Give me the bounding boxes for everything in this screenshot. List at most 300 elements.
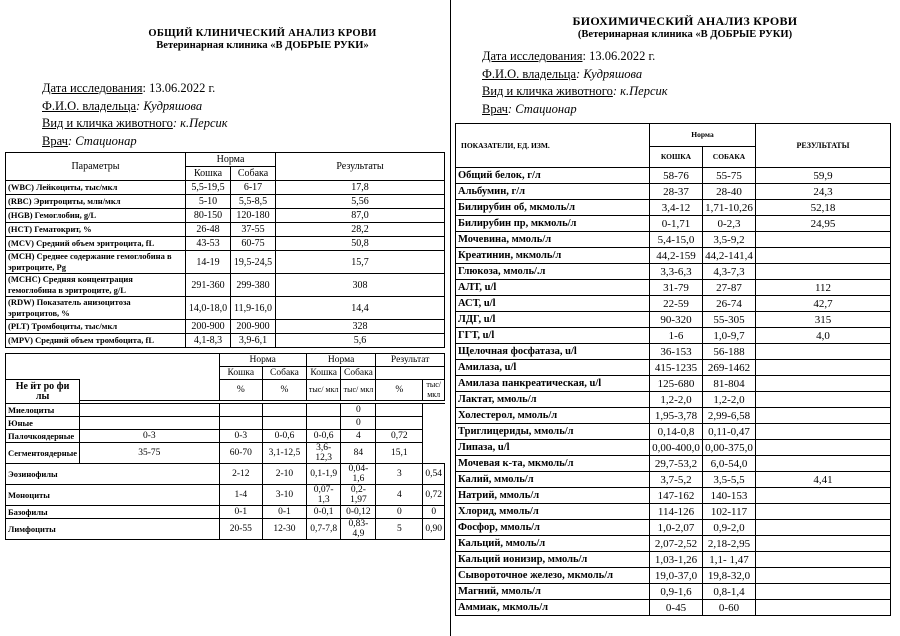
table-row [456,168,891,184]
result-value [756,440,891,456]
norm-dog: 0,8-1,4 [703,584,756,600]
table-row [6,195,445,209]
result-value: 42,7 [756,296,891,312]
param-name: Фосфор, ммоль/л [456,520,650,536]
norm-cat: 1,2-2,0 [650,392,703,408]
table-row [456,344,891,360]
norm-dog: 1,71-10,26 [703,200,756,216]
cell-name: Сегментоядерные [6,443,80,464]
result-value: 50,8 [276,237,445,251]
table-row [456,200,891,216]
norm-dog-pct: 60-70 [219,443,263,464]
date-value: : 13.06.2022 г. [142,81,216,95]
table-row [6,404,445,417]
table-row [456,488,891,504]
result-value [756,392,891,408]
table-row [456,568,891,584]
result-value: 14,4 [276,297,445,320]
norm-dog: 28-40 [703,184,756,200]
norm-dog: 0,11-0,47 [703,424,756,440]
norm-cat-pct: 0-3 [80,430,219,443]
norm-cat: 3,4-12 [650,200,703,216]
param-name: (MCV) Средний объем эритроцита, fL [6,237,186,251]
norm-cat: 4,1-8,3 [186,334,231,348]
bio-col-params: ПОКАЗАТЕЛИ, ЕД. ИЗМ. [456,124,650,168]
norm-dog: 0,9-2,0 [703,520,756,536]
wbc-table [5,353,445,540]
owner-label: Ф.И.О. владельца [42,98,137,113]
norm-cat: 1,03-1,26 [650,552,703,568]
cell-name: Моноциты [6,485,220,506]
result-value: 5,56 [276,195,445,209]
cell-name: Эозинофилы [6,464,220,485]
result-value: 112 [756,280,891,296]
param-name: Общий белок, г/л [456,168,650,184]
norm-cat: 1-6 [650,328,703,344]
norm-cat: 58-76 [650,168,703,184]
norm-cat: 147-162 [650,488,703,504]
doctor-label: Врач [42,133,68,148]
result-value [756,488,891,504]
norm-dog-pct: 3-10 [263,485,307,506]
norm-cat-pct: 2-12 [219,464,263,485]
param-name: Альбумин, г/л [456,184,650,200]
wbc-dog1: Собака [263,367,307,380]
norm-dog-abs [306,417,341,430]
norm-cat-abs: 3,1-12,5 [263,443,307,464]
col-norm: Норма [186,153,276,167]
norm-cat: 200-900 [186,320,231,334]
norm-cat-abs [263,417,307,430]
table-row [456,216,891,232]
param-name: АЛТ, u/l [456,280,650,296]
param-name: (WBC) Лейкоциты, тыс/мкл [6,181,186,195]
result-value [756,376,891,392]
norm-dog: 19,5-24,5 [231,251,276,274]
norm-dog-abs: 0,04-1,6 [341,464,376,485]
param-name: Калий, ммоль/л [456,472,650,488]
bio-col-cat: КОШКА [650,147,703,168]
norm-cat: 31-79 [650,280,703,296]
norm-cat: 0,00-400,0 [650,440,703,456]
result-abs: 0,72 [376,430,423,443]
param-name: ГГТ, u/l [456,328,650,344]
result-value [756,520,891,536]
norm-dog-pct: 2-10 [263,464,307,485]
table-row [6,181,445,195]
wbc-pct1: % [219,380,263,401]
bio-doctor-label: Врач [482,101,508,116]
norm-cat: 0-45 [650,600,703,616]
bio-owner-value: : Кудряшова [576,66,643,81]
param-name: Кальций ионизир, ммоль/л [456,552,650,568]
norm-cat: 36-153 [650,344,703,360]
bio-clinic: (Ветеринарная клиника «В ДОБРЫЕ РУКИ) [577,28,793,40]
result-abs [376,404,423,417]
result-value: 59,9 [756,168,891,184]
norm-dog-abs: 0,83-4,9 [341,519,376,540]
table-row [456,552,891,568]
table-row [456,328,891,344]
table-row [456,424,891,440]
norm-dog: 56-188 [703,344,756,360]
table-row [6,519,445,540]
param-name: Глюкоза, ммоль/.л [456,264,650,280]
norm-cat-abs: 0-0,1 [306,506,341,519]
bio-info [482,48,668,118]
norm-dog: 1,1- 1,47 [703,552,756,568]
norm-dog-abs: 3,6-12,3 [306,443,341,464]
param-name: Билирубин пр, мкмоль/л [456,216,650,232]
result-value: 52,18 [756,200,891,216]
norm-dog: 3,9-6,1 [231,334,276,348]
table-row [6,297,445,320]
norm-cat-pct: 20-55 [219,519,263,540]
param-name: Амилаза, u/l [456,360,650,376]
wbc-dog2: Собака [341,367,376,380]
cell-name: Лимфоциты [6,519,220,540]
norm-dog-pct [219,404,263,417]
table-row [456,536,891,552]
norm-cat: 80-150 [186,209,231,223]
norm-dog: 55-305 [703,312,756,328]
result-abs: 0,72 [423,485,445,506]
result-pct: 3 [376,464,423,485]
table-row [456,376,891,392]
param-name: (MPV) Средний объем тромбоцита, fL [6,334,186,348]
wbc-cat1: Кошка [219,367,263,380]
wbc-result: Результат [376,354,445,367]
result-value: 28,2 [276,223,445,237]
table-row [456,280,891,296]
result-value: 4,41 [756,472,891,488]
param-name: (RDW) Показатель анизоцитоза эритроцитов, % [6,297,186,320]
bio-date-label: Дата исследования [482,49,583,63]
norm-dog-pct [219,417,263,430]
norm-cat: 1,0-2,07 [650,520,703,536]
table-row [6,251,445,274]
norm-dog: 3,5-5,5 [703,472,756,488]
table-row [6,443,445,464]
result-value [756,536,891,552]
result-pct: 4 [376,485,423,506]
norm-dog-abs: 0-0,6 [306,430,341,443]
result-value: 4,0 [756,328,891,344]
norm-cat: 43-53 [186,237,231,251]
norm-dog: 44,2-141,4 [703,248,756,264]
norm-cat: 5,4-15,0 [650,232,703,248]
norm-dog: 102-117 [703,504,756,520]
norm-cat-abs: 0,07-1,3 [306,485,341,506]
result-value [756,504,891,520]
norm-cat: 5-10 [186,195,231,209]
norm-cat: 114-126 [650,504,703,520]
bio-owner-label: Ф.И.О. владельца [482,66,577,81]
result-value [756,552,891,568]
norm-dog: 55-75 [703,168,756,184]
result-value: 315 [756,312,891,328]
norm-cat: 3,3-6,3 [650,264,703,280]
page-divider [450,0,451,636]
param-name: Кальций, ммоль/л [456,536,650,552]
result-value: 15,7 [276,251,445,274]
norm-cat-pct: 35-75 [80,443,219,464]
table-row [456,392,891,408]
norm-dog-pct: 12-30 [263,519,307,540]
norm-dog: 6-17 [231,181,276,195]
table-row [6,464,445,485]
norm-cat-pct: 1-4 [219,485,263,506]
norm-cat-pct: 0-1 [219,506,263,519]
table-row [456,504,891,520]
norm-dog: 27-87 [703,280,756,296]
wbc-cat2: Кошка [306,367,341,380]
norm-cat: 5,5-19,5 [186,181,231,195]
norm-cat: 1,95-3,78 [650,408,703,424]
col-params: Параметры [6,153,186,181]
wbc-pct2: % [263,380,307,401]
norm-dog: 37-55 [231,223,276,237]
col-cat: Кошка [186,167,231,181]
norm-dog: 200-900 [231,320,276,334]
norm-dog: 0-2,3 [703,216,756,232]
result-value [756,344,891,360]
result-value [756,456,891,472]
result-value [756,424,891,440]
table-row [6,417,445,430]
norm-dog: 26-74 [703,296,756,312]
cell-name: Миелоциты [6,404,80,417]
table-row [456,584,891,600]
table-row [6,223,445,237]
norm-cat-abs [263,404,307,417]
col-results: Результаты [276,153,445,181]
param-name: (RBC) Эритроциты, млн/мкл [6,195,186,209]
table-row [6,485,445,506]
result-abs: 0 [423,506,445,519]
cell-name: Палочкоядерные [6,430,80,443]
wbc-norm1: Норма [219,354,306,367]
param-name: Мочевина, ммоль/л [456,232,650,248]
norm-dog: 6,0-54,0 [703,456,756,472]
norm-cat: 0-1,71 [650,216,703,232]
bio-species-value: : к.Персик [612,84,668,98]
table-row [456,456,891,472]
cell-name: Юные [6,417,80,430]
norm-dog: 0-60 [703,600,756,616]
result-pct: 0 [341,417,376,430]
param-name: Липаза, u/l [456,440,650,456]
table-row [456,440,891,456]
norm-dog: 2,18-2,95 [703,536,756,552]
param-name: Креатинин, мкмоль/л [456,248,650,264]
result-value: 308 [276,274,445,297]
cbc-table [5,152,445,348]
bio-species-label: Вид и кличка животного [482,84,613,98]
bio-date-value: : 13.06.2022 г. [582,49,656,63]
table-row [6,274,445,297]
cbc-title-block [130,28,395,52]
result-value [756,232,891,248]
norm-cat: 291-360 [186,274,231,297]
table-row [456,312,891,328]
param-name: Холестерол, ммоль/л [456,408,650,424]
bio-col-results: РЕЗУЛЬТАТЫ [756,124,891,168]
norm-cat: 3,7-5,2 [650,472,703,488]
wbc-abs1: тыс/ мкл [306,380,341,401]
result-value [756,360,891,376]
table-row [456,408,891,424]
param-name: Аммиак, мкмоль/л [456,600,650,616]
cbc-title: ОБЩИЙ КЛИНИЧЕСКИЙ АНАЛИЗ КРОВИ [148,28,377,39]
owner-value: : Кудряшова [136,98,203,113]
param-name: Натрий, ммоль/л [456,488,650,504]
doctor-value: : Стационар [67,133,137,148]
norm-cat: 0,9-1,6 [650,584,703,600]
norm-cat: 125-680 [650,376,703,392]
result-pct: 84 [341,443,376,464]
param-name: (HCT) Гематокрит, % [6,223,186,237]
param-name: Хлорид, ммоль/л [456,504,650,520]
table-row [6,237,445,251]
bio-table [455,123,891,616]
norm-dog-abs [306,404,341,417]
result-abs: 0,54 [423,464,445,485]
norm-dog-pct: 0-3 [219,430,263,443]
norm-dog: 11,9-16,0 [231,297,276,320]
result-value [756,264,891,280]
norm-dog: 140-153 [703,488,756,504]
norm-dog: 60-75 [231,237,276,251]
norm-cat: 14-19 [186,251,231,274]
param-name: ЛДГ, u/l [456,312,650,328]
cbc-clinic: Ветеринарная клиника «В ДОБРЫЕ РУКИ» [156,40,369,52]
norm-cat: 28-37 [650,184,703,200]
norm-dog: 5,5-8,5 [231,195,276,209]
param-name: (MCHC) Средняя концентрация гемоглобина в эритроците, g/L [6,274,186,297]
norm-dog: 2,99-6,58 [703,408,756,424]
wbc-rabs: тыс/ мкл [423,380,445,401]
table-row [6,506,445,519]
result-pct: 0 [341,404,376,417]
norm-cat: 29,7-53,2 [650,456,703,472]
norm-dog-abs: 0-0,12 [341,506,376,519]
norm-dog-abs: 0,2-1,97 [341,485,376,506]
table-row [6,320,445,334]
norm-dog: 120-180 [231,209,276,223]
result-value: 24,95 [756,216,891,232]
param-name: Сывороточное железо, мкмоль/л [456,568,650,584]
norm-cat-pct [80,417,219,430]
result-abs [376,417,423,430]
result-abs: 0,90 [423,519,445,540]
norm-dog: 1,2-2,0 [703,392,756,408]
param-name: (HGB) Гемоглобин, g/L [6,209,186,223]
result-value: 17,8 [276,181,445,195]
norm-cat: 22-59 [650,296,703,312]
result-value [756,568,891,584]
result-value [756,600,891,616]
wbc-abs2: тыс/ мкл [341,380,376,401]
result-value: 5,6 [276,334,445,348]
param-name: Мочевая к-та, мкмоль/л [456,456,650,472]
result-value: 24,3 [756,184,891,200]
table-row [456,184,891,200]
col-dog: Собака [231,167,276,181]
param-name: Щелочная фосфатаза, u/l [456,344,650,360]
table-row [6,334,445,348]
table-row [456,232,891,248]
date-label: Дата исследования [42,81,143,95]
table-row [6,430,445,443]
table-row [456,248,891,264]
wbc-rpct: % [376,380,423,401]
norm-dog: 0,00-375,0 [703,440,756,456]
result-value: 328 [276,320,445,334]
norm-cat: 44,2-159 [650,248,703,264]
norm-cat-abs: 0-0,6 [263,430,307,443]
bio-title-block [530,15,840,41]
norm-dog: 3,5-9,2 [703,232,756,248]
param-name: Амилаза панкреатическая, u/l [456,376,650,392]
norm-cat: 415-1235 [650,360,703,376]
norm-cat: 14,0-18,0 [186,297,231,320]
norm-dog: 299-380 [231,274,276,297]
norm-cat: 90-320 [650,312,703,328]
result-value: 87,0 [276,209,445,223]
norm-dog: 81-804 [703,376,756,392]
species-label: Вид и кличка животного [42,116,173,130]
cell-name: Базофилы [6,506,220,519]
param-name: (MCH) Среднее содержание гемоглобина в эритроците, Pg [6,251,186,274]
bio-col-norm: Норма [650,124,756,147]
table-row [456,296,891,312]
result-abs: 15,1 [376,443,423,464]
norm-cat: 0,14-0,8 [650,424,703,440]
norm-dog: 269-1462 [703,360,756,376]
table-row [456,600,891,616]
param-name: АСТ, u/l [456,296,650,312]
norm-cat: 19,0-37,0 [650,568,703,584]
result-value [756,584,891,600]
result-pct: 0 [376,506,423,519]
result-value [756,248,891,264]
table-row [456,520,891,536]
bio-col-dog: СОБАКА [703,147,756,168]
norm-dog: 1,0-9,7 [703,328,756,344]
param-name: Магний, ммоль/л [456,584,650,600]
norm-dog: 4,3-7,3 [703,264,756,280]
result-pct: 5 [376,519,423,540]
norm-cat: 2,07-2,52 [650,536,703,552]
table-row [456,360,891,376]
param-name: Билирубин об, мкмоль/л [456,200,650,216]
norm-dog: 19,8-32,0 [703,568,756,584]
norm-cat: 26-48 [186,223,231,237]
norm-cat-abs: 0,1-1,9 [306,464,341,485]
param-name: (PLT) Тромбоциты, тыс/мкл [6,320,186,334]
param-name: Триглицериды, ммоль/л [456,424,650,440]
table-row [6,209,445,223]
wbc-norm2: Норма [306,354,375,367]
bio-doctor-value: : Стационар [507,101,577,116]
result-value [756,408,891,424]
species-value: : к.Персик [172,116,228,130]
norm-cat-pct [80,404,219,417]
bio-title: БИОХИМИЧЕСКИЙ АНАЛИЗ КРОВИ [572,14,798,28]
result-pct: 4 [341,430,376,443]
table-row [456,472,891,488]
